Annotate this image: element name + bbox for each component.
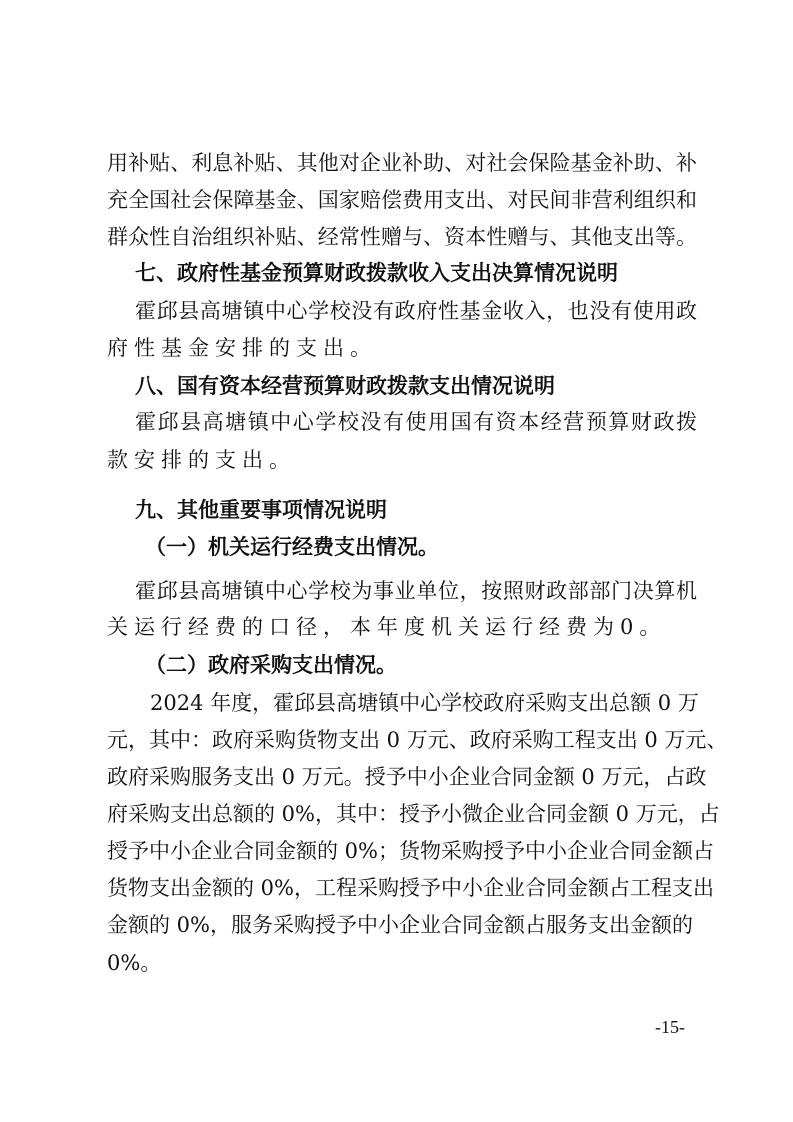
body-text-line: 款安排的支出。: [107, 448, 296, 472]
body-text-line: 群众性自治组织补贴、经常性赠与、资本性赠与、其他支出等。: [107, 225, 697, 249]
body-text-line: 充全国社会保障基金、国家赔偿费用支出、对民间非营利组织和: [107, 188, 697, 212]
body-text-line: 府采购支出总额的 0%，其中：授予小微企业合同金额 0 万元，占: [107, 802, 720, 826]
body-text-line: 0%。: [107, 951, 162, 975]
body-text-line: 府性基金安排的支出。: [107, 336, 377, 360]
section-heading-7: 七、政府性基金预算财政拨款收入支出决算情况说明: [135, 261, 618, 285]
body-text-line: 2024 年度，霍邱县高塘镇中心学校政府采购支出总额 0 万: [150, 691, 699, 715]
body-text-line: 政府采购服务支出 0 万元。授予中小企业合同金额 0 万元，占政: [107, 765, 707, 789]
body-text-line: 元，其中：政府采购货物支出 0 万元、政府采购工程支出 0 万元、: [107, 728, 728, 752]
subsection-heading-2: （二）政府采购支出情况。: [145, 653, 397, 677]
body-text-line: 霍邱县高塘镇中心学校没有使用国有资本经营预算财政拨: [135, 410, 697, 434]
body-text-line: 货物支出金额的 0%，工程采购授予中小企业合同金额占工程支出: [107, 876, 714, 900]
section-heading-9: 九、其他重要事项情况说明: [135, 498, 387, 522]
subsection-heading-1: （一）机关运行经费支出情况。: [145, 535, 439, 559]
section-heading-8: 八、国有资本经营预算财政拨款支出情况说明: [135, 374, 555, 398]
body-text-line: 霍邱县高塘镇中心学校没有政府性基金收入，也没有使用政: [135, 299, 697, 323]
body-text-line: 关运行经费的口径，本年度机关运行经费为0。: [107, 615, 667, 639]
body-text-line: 用补贴、利息补贴、其他对企业补助、对社会保险基金补助、补: [107, 151, 697, 175]
body-text-line: 霍邱县高塘镇中心学校为事业单位，按照财政部部门决算机: [135, 579, 697, 603]
body-text-line: 金额的 0%，服务采购授予中小企业合同金额占服务支出金额的: [107, 913, 693, 937]
body-text-line: 授予中小企业合同金额的 0%；货物采购授予中小企业合同金额占: [107, 839, 714, 863]
page-number: -15-: [655, 1017, 685, 1037]
